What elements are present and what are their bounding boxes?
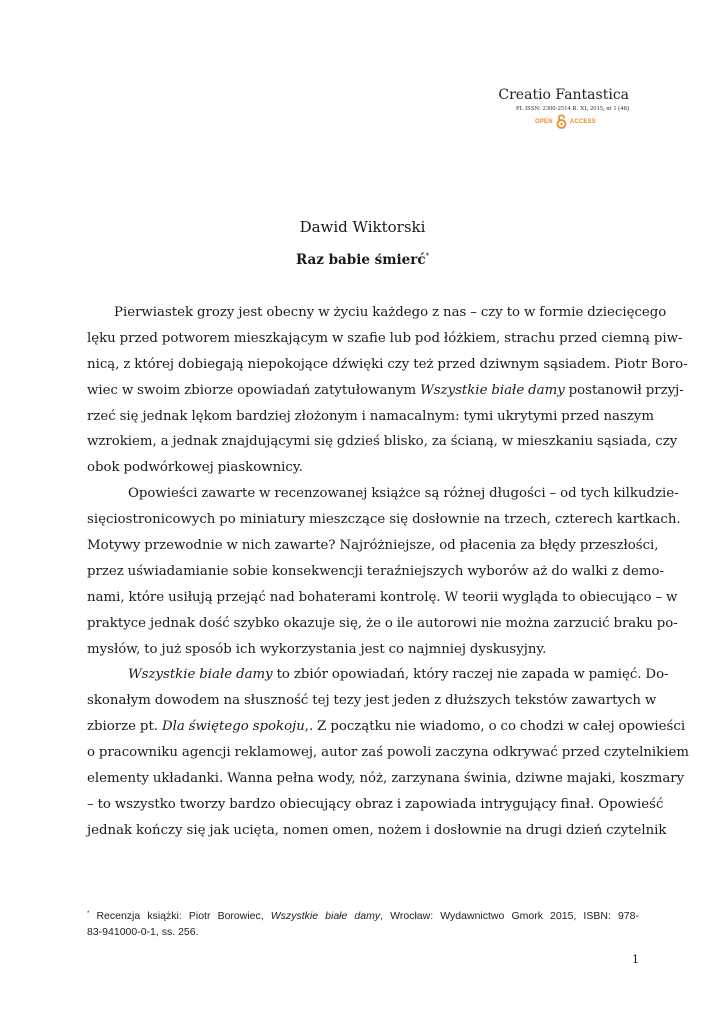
journal-header bbox=[429, 87, 629, 129]
footnote-mark: * bbox=[87, 911, 90, 917]
text-line: elementy układanki. Wanna pełna wody, nóż, zarzynana świnia, dziwne majaki, koszmary bbox=[87, 771, 685, 787]
journal-name: Creatio Fantastica bbox=[498, 87, 629, 103]
text-line: skonałym dowodem na słuszność tej tezy jest jeden z dłuższych tekstów zawartych w bbox=[87, 693, 657, 709]
footnote-line: 83-941000-0-1, ss. 256. bbox=[87, 926, 199, 938]
open-access-lock-icon bbox=[556, 114, 567, 129]
paragraph bbox=[87, 662, 689, 843]
italic-title: Wszystkie białe damy bbox=[270, 910, 381, 922]
text-line: Opowieści zawarte w recenzowanej książce są różnej długości – od tych kilkudzie- bbox=[128, 486, 679, 502]
paragraph bbox=[87, 481, 681, 662]
italic-title: Wszystkie białe damy bbox=[128, 667, 273, 683]
footnote-reference: * bbox=[425, 252, 430, 260]
text-line: Motywy przewodnie w nich zawarte? Najróżniejsze, od płacenia za błędy przeszłości, bbox=[87, 538, 659, 554]
article-title-text: Raz babie śmierć bbox=[295, 252, 426, 268]
text-line: obok podwórkowej piaskownicy. bbox=[87, 460, 303, 476]
text-line: mysłów, to już sposób ich wykorzystania jest co najmniej dyskusyjny. bbox=[87, 641, 547, 657]
access-label: ACCESS bbox=[569, 118, 596, 125]
italic-title: Wszystkie białe damy bbox=[420, 382, 565, 398]
italic-title: Dla świętego spokoju bbox=[161, 719, 305, 735]
footnote-line: * Recenzja książki: Piotr Borowiec, Wszystkie białe damy, Wrocław: Wydawnictwo Gmork 2015, ISBN: 978- bbox=[87, 910, 639, 922]
text-line: przez uświadamianie sobie konsekwencji teraźniejszych wyborów aż do walki z demo- bbox=[87, 563, 664, 579]
article-title bbox=[0, 246, 725, 270]
text-line: praktyce jednak dość szybko okazuje się, że o ile autorowi nie można zarzucić braku po- bbox=[87, 615, 678, 631]
text-line: Pierwiastek grozy jest obecny w życiu każdego z nas – czy to w formie dziecięcego bbox=[114, 305, 667, 320]
open-access-badge bbox=[429, 114, 596, 129]
article-author: Dawid Wiktorski bbox=[299, 218, 426, 236]
text-line: wiec w swoim zbiorze opowiadań zatytułowanym Wszystkie białe damy postanowił przyj- bbox=[87, 382, 684, 398]
text-line: Wszystkie białe damy to zbiór opowiadań, który raczej nie zapada w pamięć. Do- bbox=[128, 667, 669, 683]
text-line: sięciostronicowych po miniatury mieszczące się dosłownie na trzech, czterech kartkach. bbox=[87, 512, 681, 528]
text-line: lęku przed potworem mieszkającym w szafie lub pod łóżkiem, strachu przed ciemną piw- bbox=[87, 330, 683, 346]
text-line: rzeć się jednak lękom bardziej złożonym i namacalnym: tymi ukrytymi przed naszym bbox=[87, 408, 654, 424]
text-line: – to wszystko tworzy bardzo obiecujący obraz i zapowiada intrygujący finał. Opowieść bbox=[87, 796, 664, 812]
page-number: 1 bbox=[632, 953, 639, 966]
text-line: jednak kończy się jak ucięta, nomen omen, nożem i dosłownie na drugi dzień czytelnik bbox=[87, 822, 667, 838]
paragraph bbox=[87, 300, 688, 481]
open-label: OPEN bbox=[534, 118, 553, 125]
text-line: wzrokiem, a jednak znajdującymi się gdzieś blisko, za ścianą, w mieszkaniu sąsiada, czy bbox=[87, 434, 678, 450]
footnote bbox=[87, 905, 639, 941]
text-line: nicą, z której dobiegają niepokojące dźwięki czy też przed dziwnym sąsiadem. Piotr Boro- bbox=[87, 356, 688, 372]
text-line: zbiorze pt. Dla świętego spokoju,. Z początku nie wiadomo, o co chodzi w całej opowieści bbox=[87, 719, 686, 735]
article-body bbox=[87, 300, 689, 844]
text-line: nami, które usiłują przejąć nad bohaterami kontrolę. W teorii wygląda to obiecująco – w bbox=[87, 589, 678, 605]
text-line: o pracowniku agencji reklamowej, autor zaś powoli zaczyna odkrywać przed czytelnikiem bbox=[87, 745, 689, 761]
journal-issn: PL ISSN: 2300-2514 R. XI, 2015, nr 1 (48) bbox=[516, 105, 629, 112]
